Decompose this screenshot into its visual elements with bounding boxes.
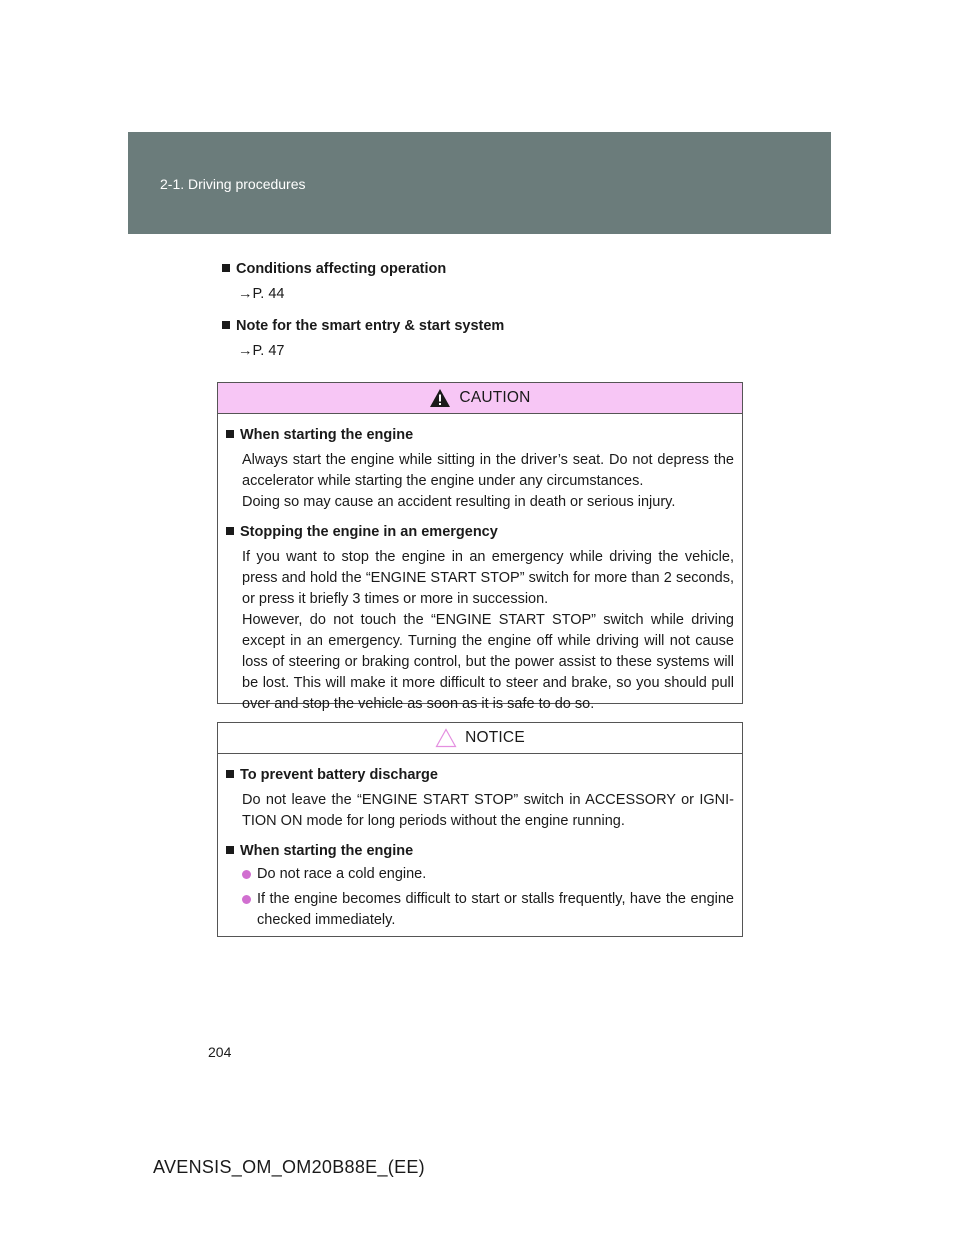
intro-heading: Note for the smart entry & start system xyxy=(222,317,742,335)
warning-triangle-outline-icon xyxy=(435,728,457,748)
notice-title-bar xyxy=(218,723,742,754)
page-number: 204 xyxy=(208,1044,232,1060)
page-reference-link[interactable]: →P. 47 xyxy=(238,343,285,359)
caution-title: CAUTION xyxy=(459,389,531,406)
notice-section-heading: To prevent battery discharge xyxy=(226,766,734,784)
round-bullet-icon xyxy=(242,870,251,879)
section-header-band xyxy=(128,132,831,234)
square-bullet-icon xyxy=(222,321,230,329)
document-code: AVENSIS_OM_OM20B88E_(EE) xyxy=(153,1157,425,1177)
caution-box xyxy=(217,382,743,712)
notice-title: NOTICE xyxy=(465,729,525,746)
square-bullet-icon xyxy=(226,770,234,778)
intro-heading: Conditions affecting operation xyxy=(222,260,742,278)
square-bullet-icon xyxy=(226,527,234,535)
list-item: Do not race a cold engine. xyxy=(242,864,734,885)
round-bullet-icon xyxy=(242,895,251,904)
warning-triangle-icon xyxy=(429,388,451,408)
square-bullet-icon xyxy=(226,430,234,438)
caution-section-text: Always start the engine while sitting in the driver’s seat. Do not depress the accelerator while starting the engine under any circumstances. Doing so may cause an accident resulting in death or serious injury. xyxy=(242,452,734,510)
caution-section-heading: When starting the engine xyxy=(226,426,734,444)
list-item: If the engine becomes difficult to start or stalls frequently, have the engine checked immediately. xyxy=(242,889,734,931)
caution-section-text: If you want to stop the engine in an emergency while driving the vehicle, press and hold the “ENGINE START STOP” switch for more than 2 seconds, or press it briefly 3 times or more in succession. However, do not touch the “ENGINE START STOP” switch while driving except in an emergency. Turning the engine off while driving will not cause loss of steering or braking control, but the power assist to these systems will be lost. This will make it more difficult to steer and brake, so you should pull over and stop the vehicle as soon as it is safe to do so. xyxy=(242,549,734,712)
notice-section-text: Do not leave the “ENGINE START STOP” switch in ACCESSORY or IGNI- TION ON mode for long periods without the engine running. xyxy=(242,792,734,829)
caution-section-heading: Stopping the engine in an emergency xyxy=(226,523,734,541)
notice-section-heading: When starting the engine xyxy=(226,842,734,860)
square-bullet-icon xyxy=(226,846,234,854)
square-bullet-icon xyxy=(222,264,230,272)
caution-title-bar xyxy=(218,383,742,414)
page-reference-link[interactable]: →P. 44 xyxy=(238,286,285,302)
intro-list xyxy=(222,260,742,360)
notice-box xyxy=(217,722,743,937)
section-title: 2-1. Driving procedures xyxy=(160,176,306,192)
